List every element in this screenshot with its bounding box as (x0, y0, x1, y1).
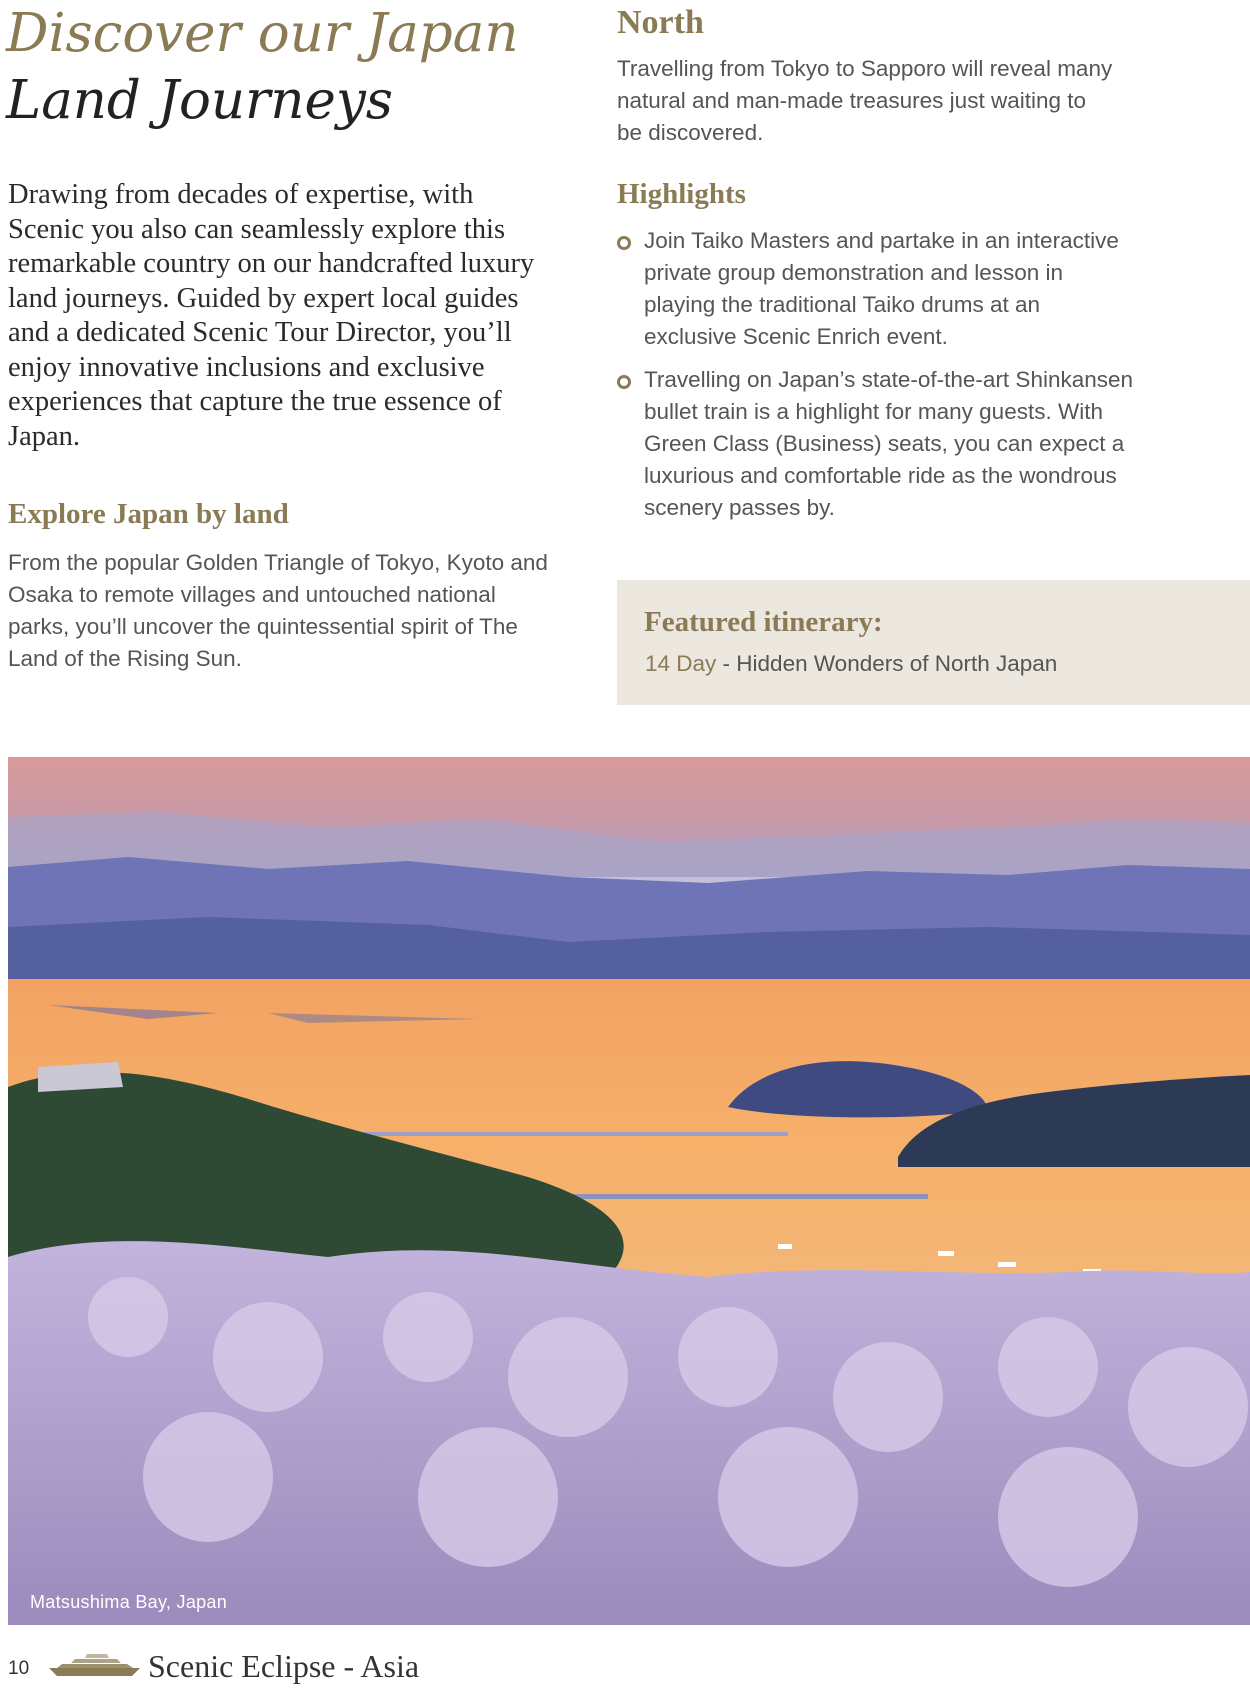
highlights-heading: Highlights (617, 178, 746, 210)
photo-caption: Matsushima Bay, Japan (30, 1592, 228, 1612)
highlight-item (617, 225, 1137, 353)
page-title (6, 0, 596, 134)
matsushima-bay-photo (8, 757, 1250, 1625)
itinerary-name: Hidden Wonders of North Japan (736, 651, 1058, 676)
bullet-circle-icon (617, 375, 631, 389)
title-line-1: Discover our Japan (6, 3, 519, 64)
explore-paragraph: From the popular Golden Triangle of Tokyo, Kyoto and Osaka to remote villages and untouched national parks, you’ll uncover the quintessential spirit of The Land of the Rising Sun. (8, 550, 548, 671)
bullet-circle-icon (617, 236, 631, 250)
north-paragraph: Travelling from Tokyo to Sapporo will reveal many natural and man-made treasures just waiting to be discovered. (617, 56, 1113, 145)
featured-itinerary-box (617, 580, 1250, 705)
ship-logo-icon (47, 1648, 142, 1678)
landscape-illustration (8, 757, 1250, 1625)
featured-heading: Featured itinerary: (644, 606, 883, 638)
page-number: 10 (8, 1658, 30, 1679)
title-line-2: Land Journeys (6, 70, 393, 131)
itinerary-duration: 14 Day (645, 651, 717, 676)
highlights-list (617, 225, 1137, 535)
highlight-item (617, 364, 1137, 524)
explore-heading: Explore Japan by land (8, 498, 289, 530)
featured-itinerary-link[interactable] (645, 651, 1057, 677)
intro-paragraph: Drawing from decades of expertise, with Scenic you also can seamlessly explore this remarkable country on our handcrafted luxury land journeys. Guided by expert local guides and a dedicated Scenic Tour Director, you’ll enjoy innovative inclusions and exclusive experiences that capture the true essence of Japan. (8, 179, 535, 452)
itinerary-separator: - (716, 651, 737, 676)
footer-brand: Scenic Eclipse - Asia (148, 1648, 420, 1684)
north-heading: North (617, 4, 704, 41)
highlight-text: Travelling on Japan’s state-of-the-art Shinkansen bullet train is a highlight for many guests. With Green Class (Business) seats, you can expect a luxurious and comfortable ride as the wondrous scenery passes by. (644, 367, 1134, 520)
highlight-text: Join Taiko Masters and partake in an interactive private group demonstration and lesson in playing the traditional Taiko drums at an exclusive Scenic Enrich event. (644, 228, 1119, 349)
